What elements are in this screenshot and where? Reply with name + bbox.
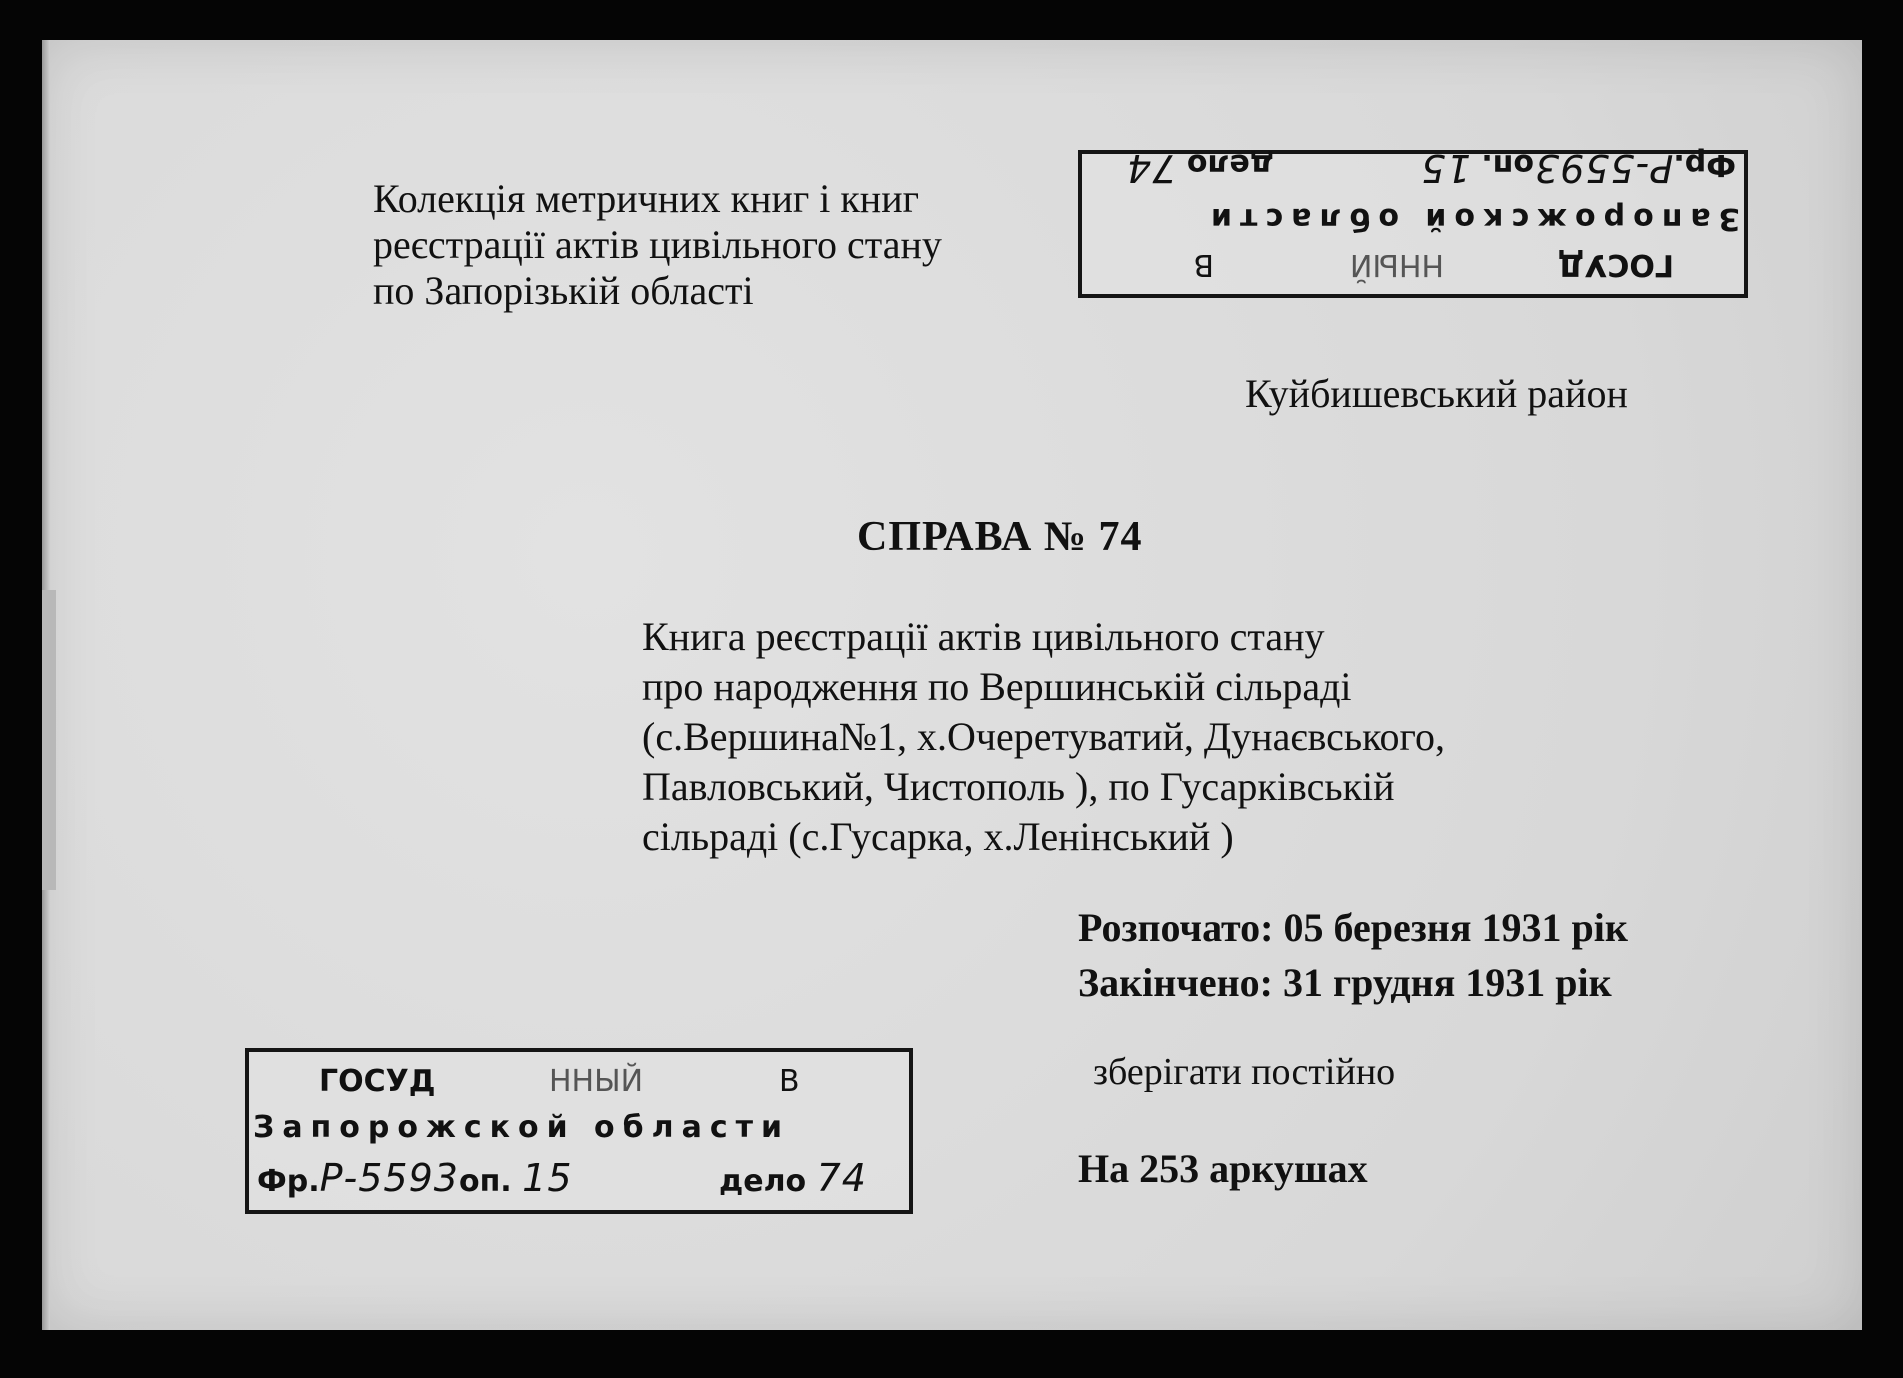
stamp-file-number: 74 [816,1156,867,1200]
collection-line-1: Колекція метричних книг і книг [373,176,920,221]
archive-stamp-top-inverted [1078,146,1748,298]
stamp-line1-a: ГОСУД [1557,247,1674,282]
stamp-file-label: дело [719,1164,807,1199]
stamp-fund [257,1156,573,1200]
collection-title [373,176,942,314]
description-line-4: Павловський, Чистополь ), по Гусарківській [642,764,1395,809]
collection-line-3: по Запорізькій області [373,268,754,313]
archive-stamp-bottom [245,1048,913,1214]
stamp-fund [1420,146,1736,190]
stamp-line1-b: ННЫЙ [1349,247,1444,282]
description-line-5: сільраді (с.Гусарка, х.Ленінський ) [642,814,1234,859]
stamp-line1-a: ГОСУД [319,1064,436,1099]
stamp-fund-prefix: Фр. [1673,147,1736,182]
stamp-file [1126,146,1274,190]
stamp-fund-number: Р-5593 [319,1156,459,1200]
stamp-inventory-number: 15 [522,1156,573,1200]
stamp-fund-prefix: Фр. [257,1164,320,1199]
stamp-line1-c: В [1193,247,1214,282]
stamp-region: Запорожской области [253,1110,791,1145]
stamp-region: Запорожской области [1202,201,1740,236]
sheet-crease [42,590,56,890]
description-line-3: (с.Вершина№1, х.Очеретуватий, Дунаєвського, [642,714,1445,759]
date-range [1078,900,1628,1010]
stamp-line1-c: В [779,1064,800,1099]
stamp-file [719,1156,867,1200]
stamp-inventory-label: оп. [1481,147,1535,182]
end-date: Закінчено: 31 грудня 1931 рік [1078,960,1612,1005]
stamp-inventory-number: 15 [1420,146,1471,190]
district: Куйбишевський район [1245,371,1628,416]
stamp-inventory-label: оп. [458,1164,512,1199]
stamp-file-number: 74 [1126,146,1177,190]
book-description [642,612,1445,862]
start-date: Розпочато: 05 березня 1931 рік [1078,905,1628,950]
retention-note: зберігати постійно [1093,1051,1396,1093]
stamp-fund-number: Р-5593 [1534,146,1674,190]
stamp-line1-b: ННЫЙ [549,1064,644,1099]
sheet-count: На 253 аркушах [1078,1146,1368,1191]
stamp-file-label: дело [1186,147,1274,182]
description-line-2: про народження по Вершинській сільраді [642,664,1352,709]
case-title: СПРАВА № 74 [857,514,1143,560]
collection-line-2: реєстрації актів цивільного стану [373,222,942,267]
description-line-1: Книга реєстрації актів цивільного стану [642,614,1325,659]
